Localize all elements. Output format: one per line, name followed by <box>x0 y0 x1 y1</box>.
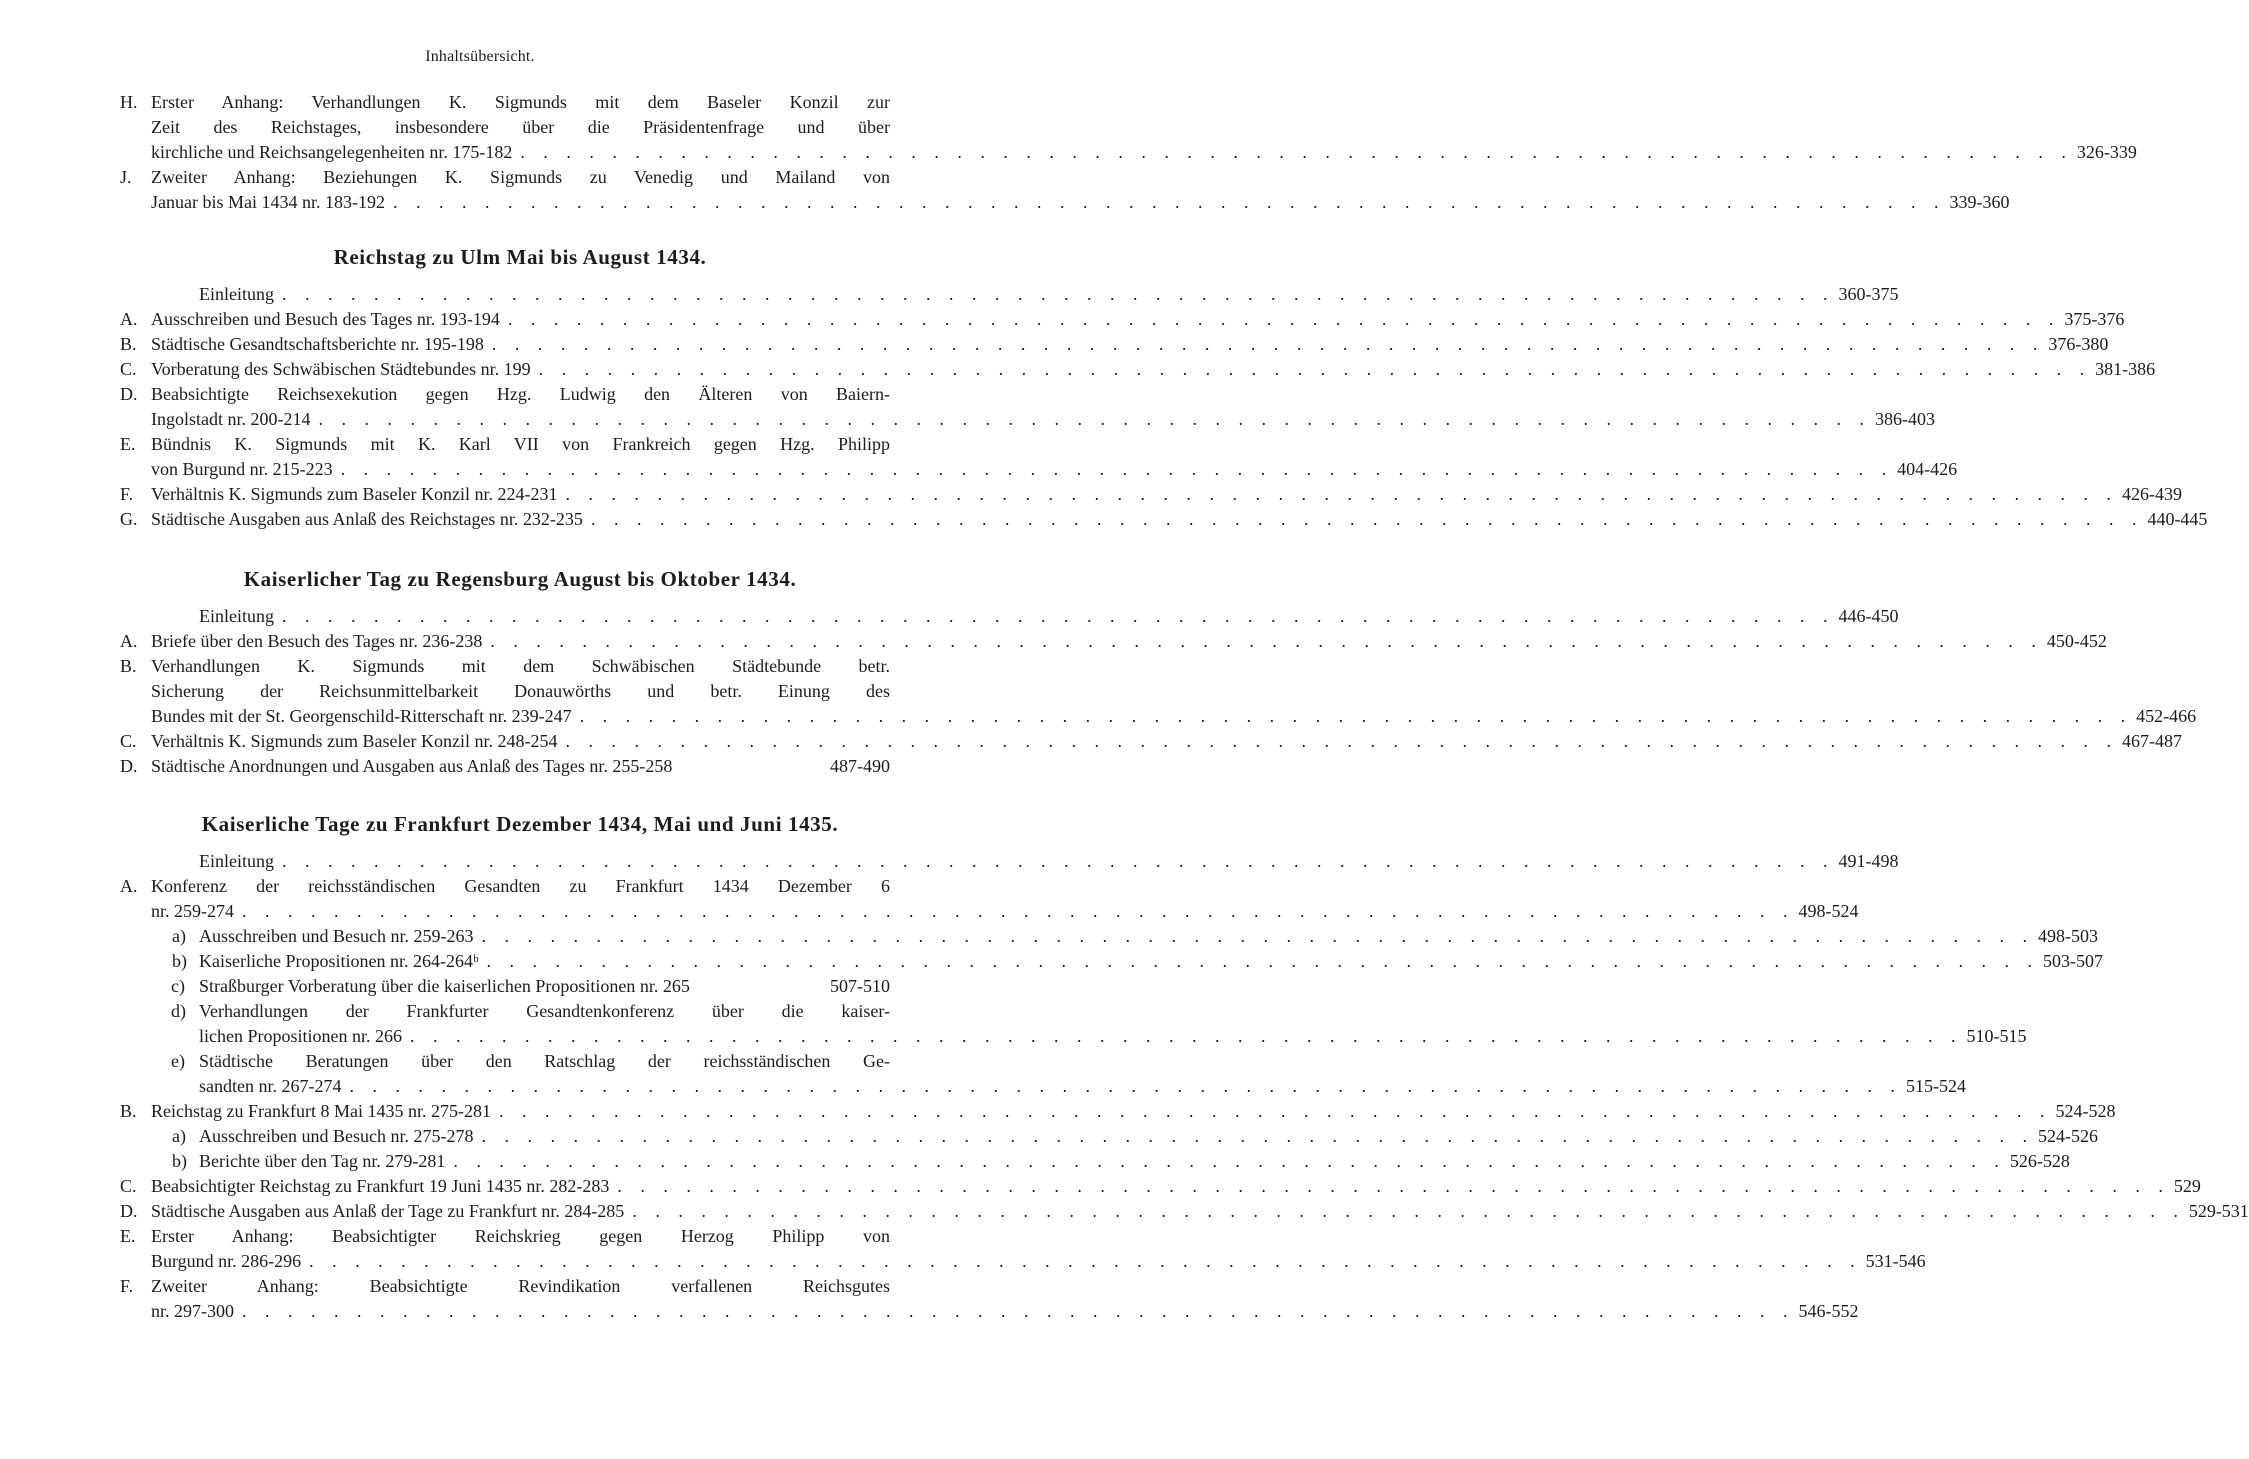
entry-line-text: Briefe über den Besuch des Tages nr. 236-238 <box>151 631 483 651</box>
entry-text <box>120 849 1899 874</box>
dot-leader: . . . . . . . . . . . . . . . . . . . . . . . . . . . . . . . . . . . . . . . . . . . . . . . . . . . . . . . . . . . . . . . . . . . . <box>617 1176 2170 1196</box>
toc-entry <box>120 729 2182 754</box>
running-head: Inhaltsübersicht. <box>425 48 535 65</box>
toc-entry <box>120 332 2109 357</box>
entry-label: a) <box>172 926 186 946</box>
entry-line <box>199 1074 1966 1099</box>
entry-line: Konferenz der reichsständischen Gesandten zu Frankfurt 1434 Dezember 6 <box>151 876 890 896</box>
entry-line-text: Städtische Gesandtschaftsberichte nr. 195-198 <box>151 334 484 354</box>
page-range: 529 <box>2173 1176 2201 1196</box>
page-range: 375-376 <box>2064 309 2125 329</box>
toc-entry <box>120 629 2107 654</box>
page-range: 546-552 <box>1798 1301 1859 1321</box>
entry-line <box>199 1024 2027 1049</box>
entry-label: G. <box>120 509 138 529</box>
entry-line <box>151 482 2182 507</box>
dot-leader: . . . . . . . . . . . . . . . . . . . . . . . . . . . . . . . . . . . . . . . . . . . . . . . . . . . . . . . . . . . . . . . . . . . . <box>318 409 1871 429</box>
entry-line-text: Bundes mit der St. Georgenschild-Ritterschaft nr. 239-247 <box>151 706 572 726</box>
toc-entry <box>120 1174 2201 1199</box>
entry-line-text: Städtische Anordnungen und Ausgaben aus Anlaß des Tages nr. 255-258 <box>151 756 673 776</box>
entry-line <box>151 407 1935 432</box>
entry-line <box>151 704 2197 729</box>
entry-label: c) <box>171 976 185 996</box>
dot-leader: . . . . . . . . . . . . . . . . . . . . . . . . . . . . . . . . . . . . . . . . . . . . . . . . . . . . . . . . . . . . . . . . . . . . <box>282 851 1835 871</box>
dot-leader: . . . . . . . . . . . . . . . . . . . . . . . . . . . . . . . . . . . . . . . . . . . . . . . . . . . . . . . . . . . . . . . . . . . . <box>491 334 2045 354</box>
entry-line <box>151 1249 1926 1274</box>
toc-entry <box>120 654 2197 729</box>
page-range: 526-528 <box>2009 1151 2070 1171</box>
dot-leader: . . . . . . . . . . . . . . . . . . . . . . . . . . . . . . . . . . . . . . . . . . . . . . . . . . . . . . . . . . . . . . . . . . . . <box>309 1251 1862 1271</box>
entry-line <box>151 457 1958 482</box>
entry-text <box>120 507 2208 532</box>
dot-leader: . . . . . . . . . . . . . . . . . . . . . . . . . . . . . . . . . . . . . . . . . . . . . . . . . . . . . . . . . . . . . . . . . . . . <box>349 1076 1902 1096</box>
entry-line <box>151 1099 2116 1124</box>
entry-line-text: Januar bis Mai 1434 nr. 183-192 <box>151 192 385 212</box>
entry-line-text: Beabsichtigter Reichstag zu Frankfurt 19 Juni 1435 nr. 282-283 <box>151 1176 610 1196</box>
page-range: 467-487 <box>2121 731 2182 751</box>
entry-line-text: Ingolstadt nr. 200-214 <box>151 409 311 429</box>
dot-leader: . . . . . . . . . . . . . . . . . . . . . . . . . . . . . . . . . . . . . . . . . . . . . . . . . . . . . . . . . . . . . . . . . . . . <box>282 606 1835 626</box>
page-range: 426-439 <box>2121 484 2182 504</box>
dot-leader: . . . . . . . . . . . . . . . . . . . . . . . . . . . . . . . . . . . . . . . . . . . . . . . . . . . . . . . . . . . . . . . . . . . . <box>565 484 2118 504</box>
page-range: 507-510 <box>830 976 890 996</box>
page-range: 487-490 <box>830 756 890 776</box>
entry-text <box>120 1274 1859 1324</box>
entry-line-text: Ausschreiben und Besuch nr. 275-278 <box>199 1126 474 1146</box>
entry-text <box>120 357 2156 382</box>
entry-line-text: sandten nr. 267-274 <box>199 1076 342 1096</box>
entry-line <box>199 1124 2098 1149</box>
entry-line-text: Vorberatung des Schwäbischen Städtebundes nr. 199 <box>151 359 531 379</box>
entry-label: H. <box>120 92 138 112</box>
entry-text <box>120 1199 2249 1224</box>
entry-line-text: Berichte über den Tag nr. 279-281 <box>199 1151 446 1171</box>
entry-line <box>151 307 2125 332</box>
toc-section <box>120 245 2208 532</box>
entry-text <box>120 1224 1926 1274</box>
entry-line-text: Einleitung <box>199 606 274 626</box>
dot-leader: . . . . . . . . . . . . . . . . . . . . . . . . . . . . . . . . . . . . . . . . . . . . . . . . . . . . . . . . . . . . . . . . . . . . <box>579 706 2133 726</box>
entry-line <box>151 507 2208 532</box>
entry-label: J. <box>120 167 132 187</box>
toc-entry <box>120 357 2156 382</box>
entry-line <box>151 1174 2201 1199</box>
entry-line: Sicherung der Reichsunmittelbarkeit Donauwörths und betr. Einung des <box>151 681 890 701</box>
entry-text <box>120 1099 2116 1124</box>
entry-text <box>120 1124 2098 1149</box>
toc-entry <box>120 604 1899 629</box>
toc-entry <box>120 507 2208 532</box>
entry-line: Bündnis K. Sigmunds mit K. Karl VII von Frankreich gegen Hzg. Philipp <box>151 434 890 454</box>
toc-entry <box>120 1274 1859 1324</box>
entry-label: C. <box>120 1176 137 1196</box>
entry-line <box>151 357 2156 382</box>
toc-section <box>120 812 2249 1324</box>
entry-line: Verhandlungen der Frankfurter Gesandtenkonferenz über die kaiser- <box>199 1001 890 1021</box>
entry-text <box>120 974 890 999</box>
dot-leader: . . . . . . . . . . . . . . . . . . . . . . . . . . . . . . . . . . . . . . . . . . . . . . . . . . . . . . . . . . . . . . . . . . . . <box>453 1151 2006 1171</box>
dot-leader: . . . . . . . . . . . . . . . . . . . . . . . . . . . . . . . . . . . . . . . . . . . . . . . . . . . . . . . . . . . . . . . . . . . . <box>498 1101 2052 1121</box>
entry-text <box>120 282 1899 307</box>
entry-text <box>120 1149 2070 1174</box>
page-range: 529-531 <box>2188 1201 2249 1221</box>
dot-leader: . . . . . . . . . . . . . . . . . . . . . . . . . . . . . . . . . . . . . . . . . . . . . . . . . . . . . . . . . . . . . . . . . . . . <box>481 926 2034 946</box>
entry-line: Verhandlungen K. Sigmunds mit dem Schwäbischen Städtebunde betr. <box>151 656 890 676</box>
entry-line <box>151 754 890 779</box>
entry-text <box>120 999 2027 1049</box>
toc-entry <box>120 90 2137 165</box>
entry-text <box>120 754 890 779</box>
entry-text <box>120 874 1859 924</box>
entry-text <box>120 924 2098 949</box>
entry-line <box>151 1299 1859 1324</box>
entry-label: A. <box>120 631 138 651</box>
entry-line-text: Städtische Ausgaben aus Anlaß des Reichstages nr. 232-235 <box>151 509 583 529</box>
toc-entry <box>120 1149 2070 1174</box>
entry-label: d) <box>171 1001 186 1021</box>
entry-line-text: Ausschreiben und Besuch des Tages nr. 193-194 <box>151 309 500 329</box>
entry-label: D. <box>120 1201 138 1221</box>
page-range: 510-515 <box>1966 1026 2027 1046</box>
page-range: 446-450 <box>1838 606 1899 626</box>
dot-leader: . . . . . . . . . . . . . . . . . . . . . . . . . . . . . . . . . . . . . . . . . . . . . . . . . . . . . . . . . . . . . . . . . . . . <box>486 951 2040 971</box>
toc-entry <box>120 849 1899 874</box>
entry-label: E. <box>120 1226 136 1246</box>
entry-line-text: Reichstag zu Frankfurt 8 Mai 1435 nr. 275-281 <box>151 1101 491 1121</box>
entry-line: Zweiter Anhang: Beziehungen K. Sigmunds zu Venedig und Mailand von <box>151 167 890 187</box>
entry-line <box>151 1199 2249 1224</box>
section-title: Kaiserlicher Tag zu Regensburg August bis Oktober 1434. <box>243 567 797 591</box>
dot-leader: . . . . . . . . . . . . . . . . . . . . . . . . . . . . . . . . . . . . . . . . . . . . . . . . . . . . . . . . . . . . . . . . . . . . <box>242 1301 1795 1321</box>
entry-line-text: Einleitung <box>199 851 274 871</box>
toc-entry <box>120 1199 2249 1224</box>
entry-label: D. <box>120 384 138 404</box>
page-range: 498-503 <box>2037 926 2098 946</box>
entry-text <box>120 165 2010 215</box>
toc-entry <box>120 1049 1966 1099</box>
page-range: 360-375 <box>1838 284 1899 304</box>
dot-leader: . . . . . . . . . . . . . . . . . . . . . . . . . . . . . . . . . . . . . . . . . . . . . . . . . . . . . . . . . . . . . . . . . . . . <box>632 1201 2185 1221</box>
section-title: Kaiserliche Tage zu Frankfurt Dezember 1434, Mai und Juni 1435. <box>201 812 839 836</box>
dot-leader: . . . . . . . . . . . . . . . . . . . . . . . . . . . . . . . . . . . . . . . . . . . . . . . . . . . . . . . . . . . . . . . . . . . . <box>481 1126 2034 1146</box>
entry-text <box>120 432 1958 482</box>
page-range: 452-466 <box>2136 706 2197 726</box>
entry-line: Erster Anhang: Beabsichtigter Reichskrieg gegen Herzog Philipp von <box>151 1226 890 1246</box>
page-range: 376-380 <box>2048 334 2109 354</box>
entry-label: C. <box>120 731 137 751</box>
toc-entry <box>120 874 1859 924</box>
dot-leader: . . . . . . . . . . . . . . . . . . . . . . . . . . . . . . . . . . . . . . . . . . . . . . . . . . . . . . . . . . . . . . . . . . . . <box>409 1026 1963 1046</box>
toc-entry <box>120 307 2125 332</box>
toc-entry <box>120 999 2027 1049</box>
dot-leader: . . . . . . . . . . . . . . . . . . . . . . . . . . . . . . . . . . . . . . . . . . . . . . . . . . . . . . . . . . . . . . . . . . . . <box>282 284 1835 304</box>
entry-line-text: nr. 297-300 <box>151 1301 234 1321</box>
entry-text <box>120 629 2107 654</box>
dot-leader: . . . . . . . . . . . . . . . . . . . . . . . . . . . . . . . . . . . . . . . . . . . . . . . . . . . . . . . . . . . . . . . . . . . . <box>590 509 2144 529</box>
entry-label: b) <box>172 1151 187 1171</box>
entry-text <box>120 382 1935 432</box>
entry-label: e) <box>171 1051 185 1071</box>
entry-line: Zeit des Reichstages, insbesondere über die Präsidentenfrage und über <box>151 117 890 137</box>
entry-line: Städtische Beratungen über den Ratschlag der reichsständischen Ge- <box>199 1051 890 1071</box>
entry-label: F. <box>120 484 134 504</box>
page-range: 503-507 <box>2043 951 2104 971</box>
table-of-contents <box>120 90 2249 1324</box>
entry-text <box>120 729 2182 754</box>
entry-line-text: lichen Propositionen nr. 266 <box>199 1026 402 1046</box>
toc-entry <box>120 949 2104 974</box>
entry-line-text: von Burgund nr. 215-223 <box>151 459 333 479</box>
toc-entry <box>120 1124 2098 1149</box>
page-range: 326-339 <box>2076 142 2137 162</box>
entry-text <box>120 90 2137 165</box>
dot-leader: . . . . . . . . . . . . . . . . . . . . . . . . . . . . . . . . . . . . . . . . . . . . . . . . . . . . . . . . . . . . . . . . . . . . <box>507 309 2061 329</box>
toc-entry <box>120 1224 1926 1274</box>
toc-entry <box>120 974 890 999</box>
dot-leader: . . . . . . . . . . . . . . . . . . . . . . . . . . . . . . . . . . . . . . . . . . . . . . . . . . . . . . . . . . . . . . . . . . . . <box>242 901 1795 921</box>
dot-leader: . . . . . . . . . . . . . . . . . . . . . . . . . . . . . . . . . . . . . . . . . . . . . . . . . . . . . . . . . . . . . . . . . . . . <box>392 192 1946 212</box>
entry-line <box>199 924 2098 949</box>
entry-line-text: Städtische Ausgaben aus Anlaß der Tage zu Frankfurt nr. 284-285 <box>151 1201 625 1221</box>
toc-entry <box>120 482 2182 507</box>
page-range: 531-546 <box>1865 1251 1926 1271</box>
entry-text <box>120 949 2104 974</box>
page-range: 524-528 <box>2055 1101 2116 1121</box>
toc-entry <box>120 382 1935 432</box>
page-range: 491-498 <box>1838 851 1899 871</box>
entry-label: A. <box>120 309 138 329</box>
entry-line <box>199 949 2104 974</box>
toc-entry <box>120 165 2010 215</box>
section-title: Reichstag zu Ulm Mai bis August 1434. <box>333 245 707 269</box>
entry-label: a) <box>172 1126 186 1146</box>
entry-label: E. <box>120 434 136 454</box>
dot-leader: . . . . . . . . . . . . . . . . . . . . . . . . . . . . . . . . . . . . . . . . . . . . . . . . . . . . . . . . . . . . . . . . . . . . <box>340 459 1894 479</box>
dot-leader: . . . . . . . . . . . . . . . . . . . . . . . . . . . . . . . . . . . . . . . . . . . . . . . . . . . . . . . . . . . . . . . . . . . . <box>538 359 2092 379</box>
entry-label: D. <box>120 756 138 776</box>
page-range: 450-452 <box>2046 631 2107 651</box>
entry-line <box>199 1149 2070 1174</box>
entry-line-text: Einleitung <box>199 284 274 304</box>
entry-line: Erster Anhang: Verhandlungen K. Sigmunds mit dem Baseler Konzil zur <box>151 92 890 112</box>
dot-leader: . . . . . . . . . . . . . . . . . . . . . . . . . . . . . . . . . . . . . . . . . . . . . . . . . . . . . . . . . . . . . . . . . . . . <box>490 631 2043 651</box>
dot-leader: . . . . . . . . . . . . . . . . . . . . . . . . . . . . . . . . . . . . . . . . . . . . . . . . . . . . . . . . . . . . . . . . . . . . <box>520 142 2073 162</box>
entry-line-text: Verhältnis K. Sigmunds zum Baseler Konzil nr. 224-231 <box>151 484 558 504</box>
entry-line-text: Ausschreiben und Besuch nr. 259-263 <box>199 926 474 946</box>
entry-line-text: Burgund nr. 286-296 <box>151 1251 302 1271</box>
entry-text <box>120 1049 1966 1099</box>
toc-entry <box>120 754 890 779</box>
toc-entry <box>120 432 1958 482</box>
dot-leader: . . . . . . . . . . . . . . . . . . . . . . . . . . . . . . . . . . . . . . . . . . . . . . . . . . . . . . . . . . . . . . . . . . . . <box>565 731 2118 751</box>
entry-text <box>120 307 2125 332</box>
entry-label: b) <box>172 951 187 971</box>
page-range: 515-524 <box>1905 1076 1966 1096</box>
entry-label: B. <box>120 656 137 676</box>
toc-entry <box>120 924 2098 949</box>
entry-line-text: Kaiserliche Propositionen nr. 264-264ᵇ <box>199 951 479 971</box>
entry-line <box>151 629 2107 654</box>
entry-line-text: nr. 259-274 <box>151 901 234 921</box>
entry-line <box>199 974 890 999</box>
entry-line <box>151 899 1859 924</box>
entry-line-text: kirchliche und Reichsangelegenheiten nr. 175-182 <box>151 142 513 162</box>
page-range: 381-386 <box>2095 359 2156 379</box>
entry-line <box>199 604 1899 629</box>
entry-label: F. <box>120 1276 134 1296</box>
entry-label: C. <box>120 359 137 379</box>
page-range: 386-403 <box>1875 409 1935 429</box>
entry-line <box>151 190 2010 215</box>
entry-text <box>120 482 2182 507</box>
entry-line <box>199 282 1899 307</box>
page-range: 440-445 <box>2147 509 2208 529</box>
toc-section <box>120 90 2137 215</box>
page-range: 524-526 <box>2037 1126 2098 1146</box>
entry-label: B. <box>120 334 137 354</box>
entry-line <box>199 849 1899 874</box>
page-range: 498-524 <box>1798 901 1859 921</box>
entry-line: Beabsichtigte Reichsexekution gegen Hzg. Ludwig den Älteren von Baiern- <box>151 384 890 404</box>
entry-line <box>151 140 2137 165</box>
toc-entry <box>120 1099 2116 1124</box>
entry-text <box>120 604 1899 629</box>
toc-entry <box>120 282 1899 307</box>
page-range: 404-426 <box>1897 459 1958 479</box>
entry-text <box>120 654 2197 729</box>
entry-line-text: Verhältnis K. Sigmunds zum Baseler Konzil nr. 248-254 <box>151 731 558 751</box>
entry-line-text: Straßburger Vorberatung über die kaiserlichen Propositionen nr. 265 <box>199 976 690 996</box>
entry-label: A. <box>120 876 138 896</box>
entry-text <box>120 332 2109 357</box>
entry-line <box>151 729 2182 754</box>
entry-label: B. <box>120 1101 137 1121</box>
entry-line: Zweiter Anhang: Beabsichtigte Revindikation verfallenen Reichsgutes <box>151 1276 890 1296</box>
toc-section <box>120 567 2197 779</box>
entry-line <box>151 332 2109 357</box>
page-range: 339-360 <box>1949 192 2010 212</box>
entry-text <box>120 1174 2201 1199</box>
